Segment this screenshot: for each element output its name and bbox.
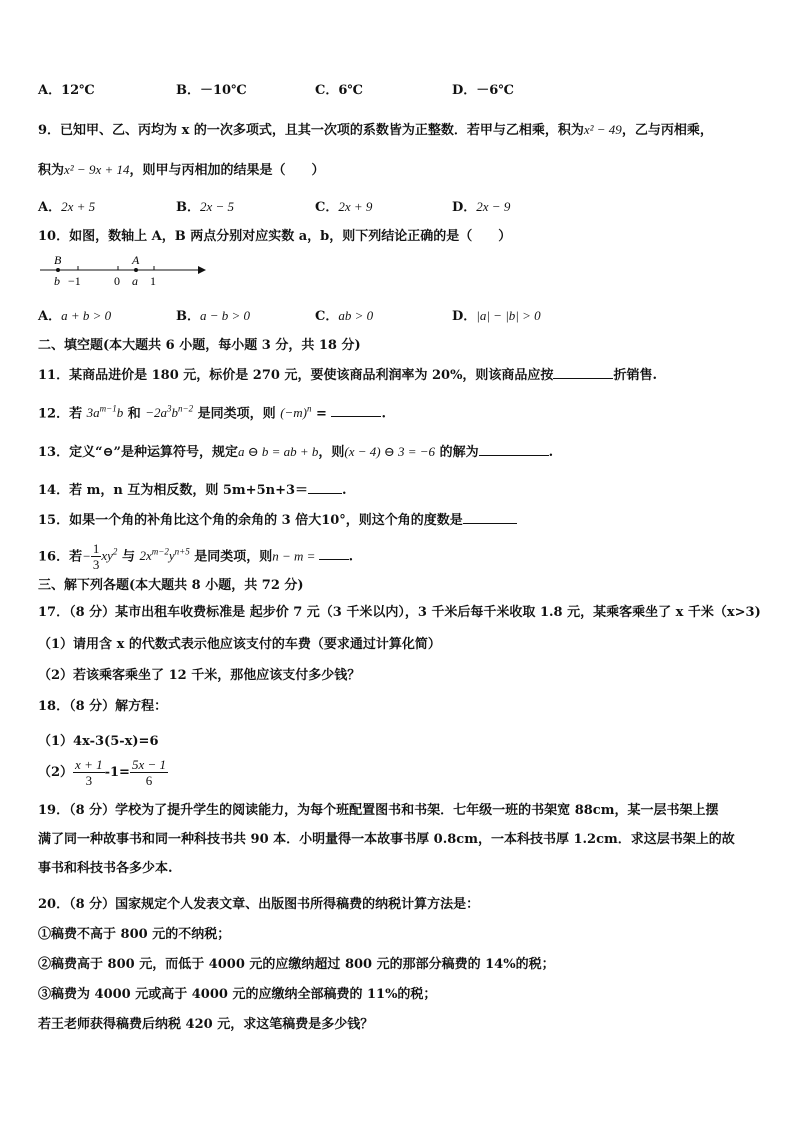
q10-text: 10．如图，数轴上 A，B 两点分别对应实数 a，b，则下列结论正确的是（ ）	[38, 229, 512, 244]
q10-option-b-expr: a − b > 0	[200, 308, 251, 323]
q16-term3: y	[168, 548, 175, 564]
q9-head2: 积为	[38, 163, 65, 178]
point-b	[56, 268, 60, 272]
q12-exp3: n−2	[178, 404, 194, 414]
section-3-heading: 三、解下列各题(本大题共 8 小题，共 72 分)	[38, 578, 304, 593]
q9-option-b-label: B．	[176, 200, 200, 215]
q12-term2: −2a	[145, 405, 168, 421]
q14-text: 14．若 m，n 互为相反数，则 5m+5n+3＝	[38, 483, 309, 498]
q10-option-a	[38, 307, 111, 326]
q8-option-c: C．6℃	[315, 83, 363, 98]
q16-and: 与	[117, 549, 140, 565]
q12-blank[interactable]	[331, 403, 381, 417]
q16-exp2: m−2	[151, 547, 169, 557]
q15-blank[interactable]	[463, 510, 517, 524]
q14-end: .	[342, 483, 347, 498]
q19-line3: 事书和科技书各多少本.	[38, 861, 173, 876]
label-a: a	[132, 274, 138, 288]
q16	[38, 537, 353, 572]
q18-line2: （1）4x-3(5-x)=6	[38, 734, 159, 749]
label-zero: 0	[114, 274, 120, 288]
label-one: 1	[150, 274, 156, 288]
q13-expr2: (x − 4) ⊖ 3 = −6	[344, 444, 436, 459]
q18-line1: 18．（8 分）解方程：	[38, 699, 168, 714]
number-line-arrow	[198, 266, 206, 274]
q20-line1: 20．（8 分）国家规定个人发表文章、出版图书所得稿费的纳税计算方法是：	[38, 897, 480, 912]
q10-option-b	[176, 307, 250, 326]
q9-expr2: x² − 9x + 14	[64, 162, 130, 177]
q9-tail1: ，乙与丙相乘，	[621, 123, 713, 138]
q13-head: 13．定义“⊖”是种运算符号，规定	[38, 445, 238, 460]
q13-end: .	[548, 445, 554, 460]
q20-line4: ③稿费为 4000 元或高于 4000 元的应缴纳全部稿费的 11%的税；	[38, 987, 437, 1002]
q12-then: 是同类项，则	[193, 406, 281, 422]
q18-f1-num: x + 1	[75, 757, 103, 772]
q10-option-a-expr: a + b > 0	[61, 308, 112, 323]
q16-expr: n − m =	[272, 548, 319, 564]
q13-tail: 的解为	[435, 445, 479, 460]
q9-option-a-expr: 2x + 5	[61, 199, 96, 214]
q13	[38, 442, 553, 462]
q8-option-a: A．12℃	[38, 83, 95, 98]
q12-head: 12．若	[38, 406, 87, 422]
q13-blank[interactable]	[479, 442, 549, 456]
q19-line1: 19．（8 分）学校为了提升学生的阅读能力，为每个班配置图书和书架．七年级一班的书架宽 88cm，某一层书架上摆	[38, 803, 719, 818]
q12-term3: (−m)	[280, 405, 308, 421]
label-B: B	[54, 253, 62, 267]
q16-term2: 2x	[139, 548, 152, 564]
q18-line3	[38, 755, 168, 791]
label-minus-one: −1	[68, 274, 81, 288]
q12-eq: =	[311, 406, 332, 422]
q12-end: .	[381, 406, 386, 422]
q11	[38, 365, 657, 385]
q18-part2-label: （2）	[38, 765, 74, 780]
q16-exp1: 2	[112, 547, 118, 557]
q20-line5: 若王老师获得稿费后纳税 420 元，求这笔稿费是多少钱？	[38, 1017, 374, 1032]
q18-f2-den: 6	[145, 773, 153, 788]
q10-option-c	[315, 307, 373, 326]
q13-mid: ，则	[318, 445, 345, 460]
q16-den: 3	[92, 557, 100, 573]
q9-option-c-expr: 2x + 9	[338, 199, 373, 214]
q9-text: 9．已知甲、乙、丙均为 x 的一次多项式，且其一次项的系数皆为正整数．若甲与乙相乘，积为	[38, 123, 584, 138]
q9-line2	[38, 161, 325, 180]
q9-option-c-label: C．	[315, 200, 339, 215]
q9-tail2: ，则甲与丙相加的结果是（ ）	[129, 163, 325, 178]
q16-then: 是同类项，则	[189, 549, 273, 565]
q20-line2: ①稿费不高于 800 元的不纳税；	[38, 927, 231, 942]
q15	[38, 510, 517, 530]
q10-option-d-label: D．	[452, 309, 477, 324]
q20-line3: ②稿费高于 800 元，而低于 4000 元的应缴纳超过 800 元的那部分稿费的 14%的税；	[38, 957, 555, 972]
q9-option-d	[452, 198, 510, 217]
q9-line1	[38, 121, 713, 140]
q16-head: 16．若	[38, 549, 83, 565]
q16-fraction	[91, 541, 102, 572]
point-a	[134, 268, 138, 272]
q9-option-a	[38, 198, 95, 217]
q12-term1b: b	[116, 405, 124, 421]
section-2-heading: 二、填空题(本大题共 6 小题，每小题 3 分，共 18 分)	[38, 338, 361, 353]
q9-option-d-expr: 2x − 9	[476, 199, 511, 214]
q10-option-a-label: A．	[38, 309, 62, 324]
q15-text: 15．如果一个角的补角比这个角的余角的 3 倍大10°，则这个角的度数是	[38, 513, 463, 528]
q9-option-b-expr: 2x − 5	[200, 199, 235, 214]
q18-f1-den: 3	[85, 773, 93, 788]
q9-option-a-label: A．	[38, 200, 62, 215]
q10-number-line	[38, 252, 208, 292]
q12-and: 和	[123, 406, 146, 422]
q9-expr1: x² − 49	[583, 122, 622, 137]
q12-exp4: n	[307, 404, 312, 414]
q10-option-c-label: C．	[315, 309, 339, 324]
q10-option-c-expr: ab > 0	[338, 308, 374, 323]
q17-line1: 17．（8 分）某市出租车收费标准是 起步价 7 元（3 千米以内），3 千米后每千米收取 1.8 元，某乘客乘坐了 x 千米（x>3)	[38, 605, 761, 620]
q17-line2: （1）请用含 x 的代数式表示他应该支付的车费（要求通过计算化简）	[38, 637, 441, 652]
q16-neg: −	[82, 548, 91, 564]
q10-option-d-expr: |a| − |b| > 0	[476, 308, 541, 323]
q16-term1: xy	[101, 548, 113, 564]
q8-option-d: D．－6℃	[452, 83, 514, 98]
q12	[38, 400, 386, 423]
q16-blank[interactable]	[319, 546, 349, 560]
label-b: b	[54, 274, 60, 288]
q16-num: 1	[92, 541, 100, 557]
q19-line2: 满了同一种故事书和同一种科技书共 90 本．小明量得一本故事书厚 0.8cm，一本科技书厚 1.2cm．求这层书架上的故	[38, 832, 735, 847]
q10-option-b-label: B．	[176, 309, 200, 324]
q17-line3: （2）若该乘客乘坐了 12 千米，那他应该支付多少钱？	[38, 668, 361, 683]
q14-blank[interactable]	[308, 480, 342, 494]
q18-mid: -1=	[104, 765, 130, 780]
q11-blank[interactable]	[553, 365, 613, 379]
q18-f2-num: 5x − 1	[131, 757, 166, 772]
label-A: A	[132, 253, 140, 267]
q9-option-d-label: D．	[452, 200, 477, 215]
q12-exp1: m−1	[99, 404, 117, 414]
q10-option-d	[452, 307, 541, 326]
q14	[38, 480, 347, 500]
q18-fraction1	[73, 757, 105, 788]
q11-tail: 折销售.	[613, 368, 657, 383]
q8-option-b: B．－10℃	[176, 83, 247, 98]
q12-term1: 3a	[86, 405, 100, 421]
q16-exp3: n+5	[174, 547, 190, 557]
q16-end: .	[348, 549, 354, 565]
q11-text: 11．某商品进价是 180 元，标价是 270 元，要使该商品利润率为 20%，则该商品应按	[38, 368, 554, 383]
q12-exp2: 3	[167, 404, 172, 414]
q9-option-c	[315, 198, 372, 217]
q9-option-b	[176, 198, 234, 217]
q13-expr1: a ⊖ b = ab + b	[237, 444, 319, 459]
q12-term2b: b	[171, 405, 179, 421]
q18-fraction2	[130, 757, 168, 788]
